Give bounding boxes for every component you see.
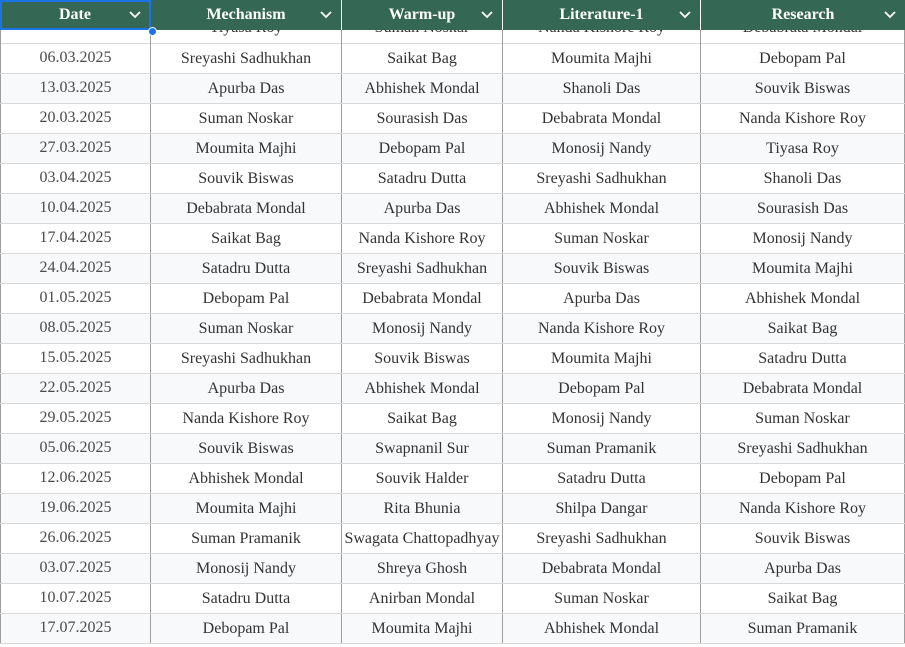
chevron-down-icon[interactable] [883,8,897,22]
table-cell[interactable]: Shanoli Das [701,164,905,193]
date-cell[interactable]: 20.03.2025 [0,104,151,133]
date-cell[interactable]: 26.06.2025 [0,524,151,553]
table-row [0,314,905,344]
table-row [0,404,905,434]
table-cell[interactable]: Debabrata Mondal [503,104,701,133]
table-cell[interactable]: Apurba Das [342,194,503,223]
table-cell[interactable]: Apurba Das [151,74,342,103]
table-cell[interactable]: Nanda Kishore Roy [701,104,905,133]
table-row [0,344,905,374]
table-cell[interactable]: Sourasish Das [701,194,905,223]
date-cell[interactable]: 24.04.2025 [0,254,151,283]
table-cell[interactable]: Suman Pramanik [503,434,701,463]
table-row [0,554,905,584]
column-header-label: Mechanism [206,6,286,23]
table-cell[interactable]: Monosij Nandy [503,404,701,433]
date-cell[interactable]: 27.03.2025 [0,134,151,163]
table-cell[interactable]: Monosij Nandy [151,554,342,583]
table-cell[interactable]: Nanda Kishore Roy [151,404,342,433]
table-cell[interactable]: Souvik Biswas [701,524,905,553]
table-cell[interactable]: Apurba Das [503,284,701,313]
table-cell[interactable]: Moumita Majhi [151,494,342,523]
table-cell[interactable]: Suman Noskar [151,314,342,343]
table-cell[interactable]: Souvik Biswas [701,74,905,103]
table-row [0,494,905,524]
table-cell[interactable]: Souvik Biswas [151,164,342,193]
table-cell[interactable]: Moumita Majhi [503,344,701,373]
table-cell[interactable]: Moumita Majhi [503,44,701,73]
table-cell[interactable]: Shreya Ghosh [342,554,503,583]
table-cell[interactable]: Suman Noskar [503,224,701,253]
date-cell[interactable]: 08.05.2025 [0,314,151,343]
date-cell[interactable]: 10.04.2025 [0,194,151,223]
table-cell[interactable]: Abhishek Mondal [701,284,905,313]
table-cell[interactable] [503,30,701,44]
table-cell[interactable] [342,30,503,44]
table-cell[interactable]: Moumita Majhi [342,614,503,643]
table-cell[interactable]: Sreyashi Sadhukhan [151,44,342,73]
table-cell[interactable]: Moumita Majhi [701,254,905,283]
selection-handle[interactable] [148,27,157,36]
table-cell[interactable]: Debabrata Mondal [342,284,503,313]
table-cell[interactable] [701,30,905,44]
table-cell[interactable]: Abhishek Mondal [342,374,503,403]
table-cell[interactable]: Satadru Dutta [151,254,342,283]
table-row [0,44,905,74]
table-cell[interactable]: Nanda Kishore Roy [503,314,701,343]
table-cell[interactable]: Abhishek Mondal [151,464,342,493]
table-cell[interactable]: Debabrata Mondal [503,554,701,583]
table-cell[interactable]: Moumita Majhi [151,134,342,163]
table-row [0,284,905,314]
date-cell[interactable]: 10.07.2025 [0,584,151,613]
chevron-down-icon[interactable] [678,8,692,22]
table-cell[interactable]: Saikat Bag [701,314,905,343]
table-cell[interactable]: Anirban Mondal [342,584,503,613]
table-row [0,104,905,134]
table-body [0,44,905,644]
table-cell[interactable]: Souvik Halder [342,464,503,493]
table-cell[interactable]: Suman Noskar [151,104,342,133]
column-header-date[interactable] [0,0,151,30]
table-cell[interactable]: Monosij Nandy [503,134,701,163]
table-row [0,374,905,404]
table-cell[interactable]: Saikat Bag [151,224,342,253]
table-cell[interactable]: Sreyashi Sadhukhan [151,344,342,373]
table-cell[interactable]: Saikat Bag [342,44,503,73]
table-cell[interactable]: Debopam Pal [151,614,342,643]
table-cell[interactable]: Debabrata Mondal [701,374,905,403]
table-row [0,224,905,254]
column-header-label: Literature-1 [559,6,644,23]
table-cell[interactable] [0,30,151,44]
table-cell[interactable]: Shanoli Das [503,74,701,103]
table-row [0,614,905,644]
date-cell[interactable]: 22.05.2025 [0,374,151,403]
column-header-label: Research [771,6,835,23]
table-cell[interactable]: Debopam Pal [151,284,342,313]
table-row [0,194,905,224]
date-cell[interactable]: 19.06.2025 [0,494,151,523]
date-cell[interactable]: 13.03.2025 [0,74,151,103]
table-cell[interactable]: Abhishek Mondal [503,614,701,643]
table-row [0,254,905,284]
table-cell[interactable]: Satadru Dutta [342,164,503,193]
column-header-mechanism[interactable] [151,0,342,30]
date-cell[interactable]: 12.06.2025 [0,464,151,493]
table-cell[interactable]: Nanda Kishore Roy [342,224,503,253]
date-cell[interactable]: 06.03.2025 [0,44,151,73]
table-cell[interactable]: Satadru Dutta [151,584,342,613]
table-cell[interactable]: Souvik Biswas [342,344,503,373]
table-cell[interactable]: Tiyasa Roy [701,134,905,163]
chevron-down-icon[interactable] [319,8,333,22]
date-cell[interactable]: 05.06.2025 [0,434,151,463]
table-row-partial [0,30,905,44]
header-row [0,0,905,30]
table-cell[interactable]: Suman Noskar [503,584,701,613]
table-cell[interactable]: Monosij Nandy [342,314,503,343]
table-cell[interactable]: Sreyashi Sadhukhan [503,164,701,193]
table-cell[interactable]: Abhishek Mondal [342,74,503,103]
column-header-research[interactable] [701,0,905,30]
date-cell[interactable]: 03.04.2025 [0,164,151,193]
table-row [0,164,905,194]
table-row [0,584,905,614]
column-header-literature-1[interactable] [503,0,701,30]
date-cell[interactable]: 01.05.2025 [0,284,151,313]
chevron-down-icon[interactable] [128,8,142,22]
table-cell[interactable]: Saikat Bag [701,584,905,613]
table-cell[interactable]: Debopam Pal [701,464,905,493]
chevron-down-icon[interactable] [480,8,494,22]
table-cell[interactable]: Apurba Das [151,374,342,403]
table-cell[interactable]: Suman Pramanik [151,524,342,553]
date-cell[interactable]: 17.07.2025 [0,614,151,643]
table-cell[interactable]: Sreyashi Sadhukhan [342,254,503,283]
table-cell[interactable]: Rita Bhunia [342,494,503,523]
table-cell[interactable]: Debopam Pal [503,374,701,403]
column-header-label: Warm-up [388,6,456,23]
table-cell[interactable]: Apurba Das [701,554,905,583]
table-cell[interactable]: Debopam Pal [701,44,905,73]
table-cell[interactable]: Souvik Biswas [503,254,701,283]
table-cell[interactable]: Sourasish Das [342,104,503,133]
table-row [0,524,905,554]
table-cell[interactable]: Monosij Nandy [701,224,905,253]
table-row [0,434,905,464]
table-cell[interactable]: Satadru Dutta [701,344,905,373]
table-cell[interactable]: Sreyashi Sadhukhan [503,524,701,553]
date-cell[interactable]: 17.04.2025 [0,224,151,253]
table-row [0,464,905,494]
table-cell[interactable]: Sreyashi Sadhukhan [701,434,905,463]
table-cell[interactable]: Swapnanil Sur [342,434,503,463]
table-cell[interactable]: Suman Pramanik [701,614,905,643]
column-header-warm-up[interactable] [342,0,503,30]
table-cell[interactable]: Satadru Dutta [503,464,701,493]
table-row [0,134,905,164]
table-cell[interactable]: Nanda Kishore Roy [701,494,905,523]
table-cell[interactable]: Saikat Bag [342,404,503,433]
table-row [0,74,905,104]
table-cell[interactable]: Swagata Chattopadhyay [342,524,503,553]
date-cell[interactable]: 29.05.2025 [0,404,151,433]
date-cell[interactable]: 15.05.2025 [0,344,151,373]
column-header-label: Date [59,6,91,23]
table-cell[interactable] [151,30,342,44]
table-cell[interactable]: Debopam Pal [342,134,503,163]
table-cell[interactable]: Debabrata Mondal [151,194,342,223]
table-cell[interactable]: Suman Noskar [701,404,905,433]
table-cell[interactable]: Souvik Biswas [151,434,342,463]
date-cell[interactable]: 03.07.2025 [0,554,151,583]
table-cell[interactable]: Shilpa Dangar [503,494,701,523]
table-cell[interactable]: Abhishek Mondal [503,194,701,223]
